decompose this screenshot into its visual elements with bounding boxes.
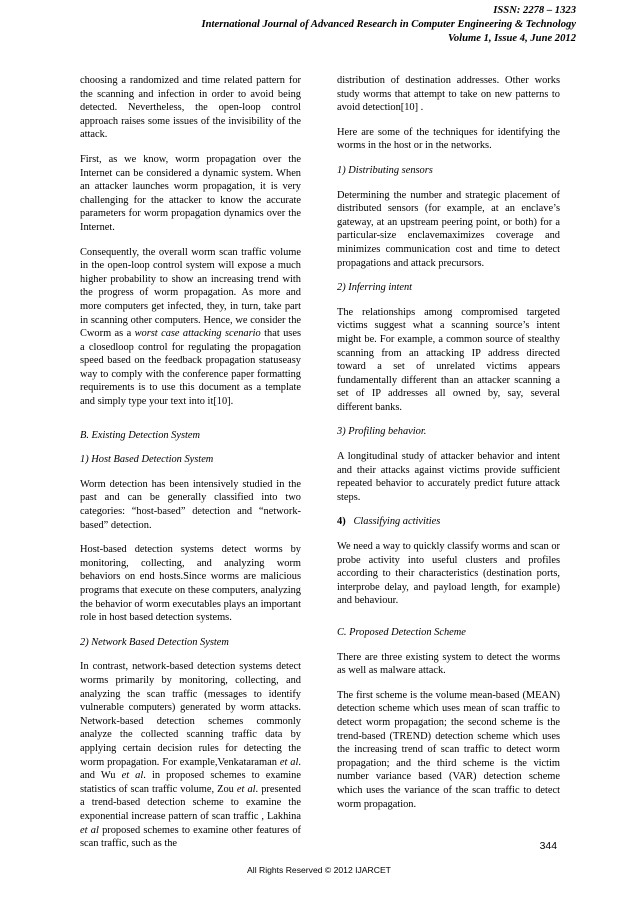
subsection-heading: 1) Host Based Detection System [80,454,214,466]
paragraph: choosing a randomized and time related pattern for the scanning and infection in order to avoid being detected. Nevertheless, the open-loop control approach raises some issues of the invisibility of the attack. [80,75,301,141]
emphasis: worst case attacking scenario [134,328,261,340]
emphasis: et al [121,770,144,782]
paragraph: There are three existing system to detect the worms as well as malware attack. [337,651,560,677]
paragraph: The first scheme is the volume mean-based (MEAN) detection scheme which uses mean of scan traffic to detect worm propagation; the second scheme is the trend-based (TREND) detection scheme which uses the increasing trend of scan traffic to detect worm propagation; and the third scheme is the victim number variance based (VAR) detection scheme which uses the variance of the scan traffic to detect worm propagation. [337,689,560,810]
emphasis: et al [279,756,299,768]
page-number: 344 [539,841,557,852]
right-column [337,74,560,822]
header-volume-issue: Volume 1, Issue 4, June 2012 [447,33,576,44]
subsection-heading: 3) Profiling behavior. [337,426,427,438]
section-heading: B. Existing Detection System [80,429,201,441]
text-run: . and Wu [80,756,302,782]
paragraph: Host-based detection systems detect worms by monitoring, collecting, and analyzing worm behaviors on end hosts.Since worms are malicious programs that execute on these computers, analyzing the behavior of worm executables plays an important role in host based detection systems. [80,544,301,624]
heading-text: Classifying activities [345,516,441,528]
paragraph: Determining the number and strategic placement of distributed sensors (for example, at an enclave’s gateway, at an upstream peering point, or both) for a particular-size enclavemaximizes coverage and minimizes communication cost and time to detect propagations and attack precursors. [337,189,560,269]
subsection-heading [337,515,560,529]
paragraph: distribution of destination addresses. Other works study worms that attempt to take on new patterns to avoid detection[10] . [337,75,560,114]
footer-copyright: All Rights Reserved © 2012 IJARCET [247,865,391,875]
paragraph [80,246,301,409]
paragraph: Worm detection has been intensively studied in the past and can be generally classified into two categories: “host-based” detection and “network-based” detection. [80,478,301,531]
text-run: . in proposed schemes to examine statistics of scan traffic volume, Zou [80,770,301,795]
header-journal-title: International Journal of Advanced Research in Computer Engineering & Technology [201,19,576,30]
section-heading: C. Proposed Detection Scheme [337,627,466,638]
paragraph: The relationships among compromised targeted victims suggest what a scanning source’s intent might be. For example, a common source of stealthy scanning from an attacking IP address directed toward a set of unrelated victims appears fundamentally different than an attacker scanning a set of IP addresses all owned by, say, several different banks. [337,306,560,413]
text-run: proposed schemes to examine other features of scan traffic, such as the [80,824,301,850]
subsection-heading: 2) Inferring intent [337,282,413,294]
text-run: . presented a trend-based detection scheme to examine the exponential increase pattern of scan traffic , Lakhina [80,783,302,822]
left-column [80,74,301,862]
text-run: In contrast, network-based detection systems detect worms primarily by monitoring, collecting, and analyzing the scan traffic (messages to identify vulnerable computers) generated by worm attacks. Network-based detection schemes commonly analyze the collected scanning traffic data by applying certain decision rules for detecting the worm propagation. For example,Venkataraman [80,661,301,768]
heading-number: 4) [337,516,346,528]
paragraph: First, as we know, worm propagation over the Internet can be considered a dynamic system. When an attacker launches worm propagation, it is very challenging for the attacker to know the accurate parameters for worm propagation dynamics over the Internet. [80,153,301,233]
paragraph [80,660,301,850]
emphasis: et al [236,783,256,795]
subsection-heading: 1) Distributing sensors [337,164,433,176]
paragraph: Here are some of the techniques for identifying the worms in the host or in the networks. [337,126,560,152]
header-issn: ISSN: 2278 – 1323 [493,5,576,16]
text-run: that uses a closedloop control for regulating the propagation speed based on the feedback propagation statuseasy way to comply with the conference paper formatting requirements is to use this document as a template and simply type your text into it[10]. [80,328,302,408]
paragraph: A longitudinal study of attacker behavior and intent and their attacks against victims provide sufficient repeated behavior to accurately predict future attack steps. [337,451,560,503]
text-run: Consequently, the overall worm scan traffic volume in the open-loop control system will expose a much higher probability to show an increasing trend with the progress of worm propagation. As more and more computers get infected, they, in turn, take part in scanning other computers. Hence, we consider the Cworm as a [80,246,301,340]
emphasis: et al [80,824,99,836]
subsection-heading: 2) Network Based Detection System [80,636,229,648]
paragraph: We need a way to quickly classify worms and scan or probe activity into useful clusters and profiles according to their characteristics (destination ports, interprobe delay, and payload length, for example) and behaviour. [337,541,560,607]
